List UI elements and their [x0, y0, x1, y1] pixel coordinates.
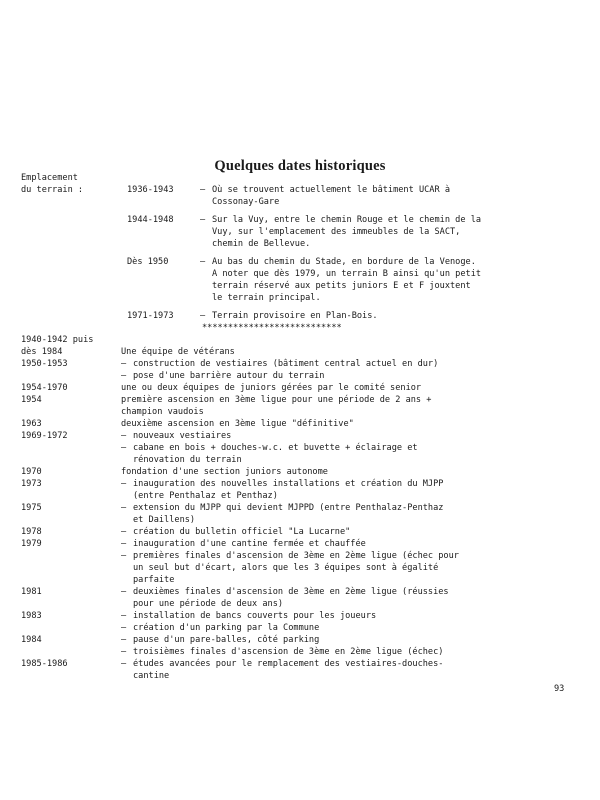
history-text-line: premières finales d'ascension de 3ème en 2ème ligue (échec pour: [133, 551, 459, 561]
history-text-line: fondation d'une section juniors autonome: [121, 467, 328, 477]
history-date-line: 1973: [21, 479, 42, 489]
history-date-line: 1975: [21, 503, 42, 513]
history-item: [121, 466, 551, 478]
history-item: [121, 526, 551, 538]
location-description-line: terrain réservé aux petits juniors E et F jouxtent: [212, 281, 471, 291]
history-body: [121, 526, 551, 538]
history-text: [133, 430, 551, 442]
history-body: [121, 430, 551, 466]
history-text-line: [121, 334, 551, 346]
history-date: [21, 610, 121, 634]
history-text-line: troisièmes finales d'ascension de 3ème en 2ème ligue (échec): [133, 647, 444, 657]
history-date: [21, 538, 121, 586]
dash-mark: –: [200, 311, 206, 321]
history-item: [121, 634, 551, 646]
dash-mark: –: [121, 371, 127, 381]
history-entry: [21, 610, 551, 634]
history-text-line: deuxième ascension en 3ème ligue "définitive": [121, 419, 354, 429]
history-date-line: 1970: [21, 467, 42, 477]
history-item: [121, 394, 551, 418]
history-text: [133, 550, 551, 586]
history-text-line: inauguration d'une cantine fermée et chauffée: [133, 539, 366, 549]
history-text: [133, 634, 551, 646]
location-description: [212, 214, 567, 250]
location-description-line: Cossonay-Gare: [212, 197, 280, 207]
history-date: [21, 418, 121, 430]
dash-mark: –: [121, 431, 127, 441]
history-body: [121, 658, 551, 682]
history-body: [121, 382, 551, 394]
history-text: [121, 466, 551, 478]
location-description: [212, 256, 567, 304]
history-text: [133, 646, 551, 658]
history-text: [133, 478, 551, 502]
location-period: 1971-1973: [127, 311, 174, 321]
history-entry: [21, 658, 551, 682]
history-text: [133, 658, 551, 682]
dash-mark: –: [121, 539, 127, 549]
history-date: [21, 466, 121, 478]
history-item: [121, 646, 551, 658]
history-date-line: 1984: [21, 635, 42, 645]
history-body: [121, 502, 551, 526]
history-item: [121, 538, 551, 550]
history-body: [121, 334, 551, 358]
history-text: [133, 358, 551, 370]
history-date-line: 1981: [21, 587, 42, 597]
history-date-line: 1978: [21, 527, 42, 537]
history-date-line: 1963: [21, 419, 42, 429]
history-text-line: rénovation du terrain: [133, 455, 242, 465]
history-text-line: et Daillens): [133, 515, 196, 525]
history-item: [121, 478, 551, 502]
dash-mark: –: [200, 215, 206, 225]
dash-mark: –: [121, 551, 127, 561]
history-text-line: création du bulletin officiel "La Lucarne": [133, 527, 351, 537]
history-entry: [21, 394, 551, 418]
history-entry: [21, 430, 551, 466]
location-description-line: Au bas du chemin du Stade, en bordure de la Venoge.: [212, 257, 476, 267]
history-entry: [21, 418, 551, 430]
location-description-line: Terrain provisoire en Plan-Bois.: [212, 311, 378, 321]
location-row: [127, 310, 567, 322]
history-body: [121, 394, 551, 418]
history-item: [121, 442, 551, 466]
history-entry: [21, 502, 551, 526]
history-date: [21, 658, 121, 682]
history-entry: [21, 538, 551, 586]
history-date: [21, 394, 121, 418]
history-text: [121, 382, 551, 394]
history-date: [21, 430, 121, 466]
dash-mark: –: [121, 503, 127, 513]
location-description: [212, 184, 567, 208]
history-text: [121, 394, 551, 418]
history-entry: [21, 526, 551, 538]
history-item: [121, 358, 551, 370]
history-date-line: 1969-1972: [21, 431, 68, 441]
location-period: Dès 1950: [127, 257, 169, 267]
page-title: Quelques dates historiques: [214, 158, 386, 174]
history-text-line: construction de vestiaires (bâtiment central actuel en dur): [133, 359, 439, 369]
history-text-line: Une équipe de vétérans: [121, 347, 235, 357]
history-text-line: création d'un parking par la Commune: [133, 623, 320, 633]
history-text: [133, 538, 551, 550]
history-text-line: pause d'un pare-balles, côté parking: [133, 635, 320, 645]
dash-mark: –: [121, 611, 127, 621]
history-body: [121, 478, 551, 502]
location-description: [212, 310, 567, 322]
history-item: [121, 418, 551, 430]
dash-mark: –: [121, 647, 127, 657]
page-number: 93: [554, 684, 565, 694]
history-text: [133, 610, 551, 622]
history-text-line: deuxièmes finales d'ascension de 3ème en 2ème ligue (réussies: [133, 587, 449, 597]
dash-mark: –: [121, 623, 127, 633]
history-item: [121, 622, 551, 634]
history-body: [121, 466, 551, 478]
history-date-line: 1954-1970: [21, 383, 68, 393]
history-text-line: cabane en bois + douches-w.c. et buvette + éclairage et: [133, 443, 418, 453]
history-body: [121, 538, 551, 586]
history-body: [121, 634, 551, 658]
history-item: [121, 586, 551, 610]
history-date: [21, 586, 121, 610]
history-date: [21, 502, 121, 526]
history-text-line: première ascension en 3ème ligue pour une période de 2 ans +: [121, 395, 432, 405]
history-text: [133, 622, 551, 634]
history-entry: [21, 334, 551, 358]
history-entry: [21, 634, 551, 658]
history-date-line: 1985-1986: [21, 659, 68, 669]
history-text: [133, 526, 551, 538]
dash-mark: –: [121, 635, 127, 645]
dash-mark: –: [200, 257, 206, 267]
history-date: [21, 334, 121, 358]
history-entry: [21, 382, 551, 394]
location-description-line: Sur la Vuy, entre le chemin Rouge et le chemin de la: [212, 215, 482, 225]
location-row: [127, 214, 567, 250]
history-item: [121, 430, 551, 442]
history-text-line: pose d'une barrière autour du terrain: [133, 371, 325, 381]
history-date-line: 1950-1953: [21, 359, 68, 369]
history-date: [21, 382, 121, 394]
history-text-line: un seul but d'écart, alors que les 3 équipes sont à égalité: [133, 563, 439, 573]
location-period: 1944-1948: [127, 215, 174, 225]
history-text-line: inauguration des nouvelles installations et création du MJPP: [133, 479, 444, 489]
history-date-line: 1940-1942 puis: [21, 335, 94, 345]
history-entry: [21, 466, 551, 478]
location-description-line: chemin de Bellevue.: [212, 239, 311, 249]
dash-mark: –: [121, 479, 127, 489]
dash-mark: –: [121, 443, 127, 453]
history-text: [121, 418, 551, 430]
history-text-line: une ou deux équipes de juniors gérées par le comité senior: [121, 383, 422, 393]
history-text-line: parfaite: [133, 575, 175, 585]
history-text-line: pour une période de deux ans): [133, 599, 284, 609]
location-label: [21, 172, 121, 196]
location-description-line: Où se trouvent actuellement le bâtiment UCAR à: [212, 185, 450, 195]
history-date: [21, 358, 121, 382]
history-entry: [21, 358, 551, 382]
history-item: [121, 610, 551, 622]
location-table: [127, 184, 567, 328]
history-text: [133, 370, 551, 382]
dash-mark: –: [121, 527, 127, 537]
history-body: [121, 418, 551, 430]
history-item: [121, 382, 551, 394]
separator: ***************************: [202, 323, 342, 333]
history-entry: [21, 586, 551, 610]
history-text: [133, 586, 551, 610]
history-text: [121, 334, 551, 358]
history-item: [121, 550, 551, 586]
history-date: [21, 634, 121, 658]
history-text-line: champion vaudois: [121, 407, 204, 417]
dash-mark: –: [121, 659, 127, 669]
history-item: [121, 502, 551, 526]
history-text-line: (entre Penthalaz et Penthaz): [133, 491, 278, 501]
history-date-line: 1979: [21, 539, 42, 549]
location-label-line: du terrain :: [21, 185, 84, 195]
location-row: [127, 256, 567, 304]
history-body: [121, 586, 551, 610]
location-label-line: Emplacement: [21, 173, 78, 183]
history-item: [121, 658, 551, 682]
history-date-line: 1954: [21, 395, 42, 405]
location-description-line: A noter que dès 1979, un terrain B ainsi qu'un petit: [212, 269, 482, 279]
dash-mark: –: [121, 359, 127, 369]
history-body: [121, 358, 551, 382]
history-date-line: 1983: [21, 611, 42, 621]
dash-mark: –: [121, 587, 127, 597]
history-list: [21, 334, 551, 682]
location-row: [127, 184, 567, 208]
history-item: [121, 334, 551, 358]
history-date: [21, 526, 121, 538]
history-date-line: dès 1984: [21, 347, 63, 357]
history-date: [21, 478, 121, 502]
history-text: [133, 502, 551, 526]
history-text-line: cantine: [133, 671, 170, 681]
location-description-line: Vuy, sur l'emplacement des immeubles de la SACT,: [212, 227, 461, 237]
location-period: 1936-1943: [127, 185, 174, 195]
dash-mark: –: [200, 185, 206, 195]
history-text-line: nouveaux vestiaires: [133, 431, 232, 441]
history-text: [133, 442, 551, 466]
history-text-line: installation de bancs couverts pour les joueurs: [133, 611, 377, 621]
history-text-line: extension du MJPP qui devient MJPPD (entre Penthalaz-Penthaz: [133, 503, 444, 513]
history-text-line: études avancées pour le remplacement des vestiaires-douches-: [133, 659, 444, 669]
history-body: [121, 610, 551, 634]
location-description-line: le terrain principal.: [212, 293, 321, 303]
history-item: [121, 370, 551, 382]
history-entry: [21, 478, 551, 502]
